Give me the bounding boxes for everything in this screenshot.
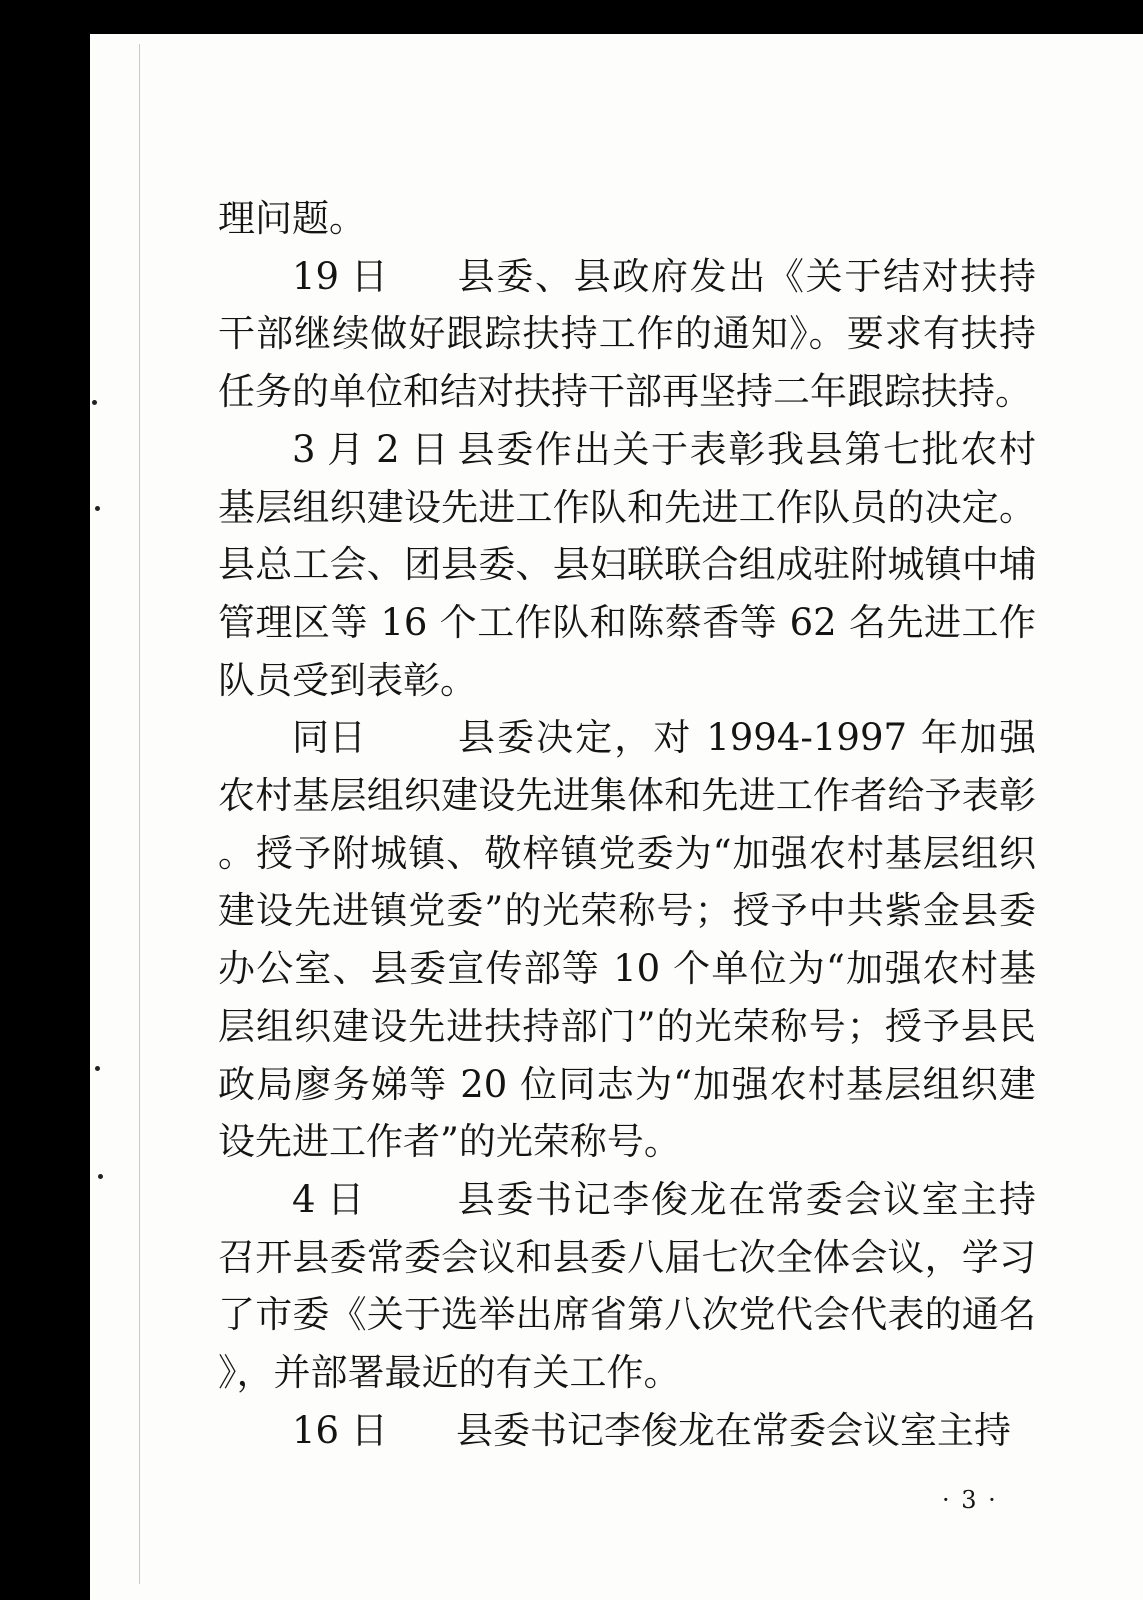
entry-text: 县委书记李俊龙在常委会议室主持 xyxy=(456,1408,1011,1452)
paragraph-text: 理问题。 xyxy=(218,197,366,240)
scan-speck xyxy=(95,506,100,511)
entry-paragraph xyxy=(218,1171,1036,1402)
entry-text: 县委、县政府发出《关于结对扶持干部继续做好跟踪扶持工作的通知》。要求有扶持任务的单位和结对扶持干部再坚持二年跟踪扶持。 xyxy=(218,254,1036,414)
entry-text: 县委决定，对 1994-1997 年加强农村基层组织建设先进集体和先进工作者给予表彰。授予附城镇、敬梓镇党委为“加强农村基层组织建设先进镇党委”的光荣称号；授予中共紫金县委办公室、县委宣传部等 10 个单位为“加强农村基层组织建设先进扶持部门”的光荣称号；授予县民政局廖务娣等 20 位同志为“加强农村基层组织建设先进工作者”的光荣称号。 xyxy=(218,716,1036,1164)
entry-paragraph xyxy=(218,709,1036,1171)
scan-speck xyxy=(98,1174,103,1179)
entry-text: 县委作出关于表彰我县第七批农村基层组织建设先进工作队和先进工作队员的决定。县总工会、团县委、县妇联联合组成驻附城镇中埔管理区等 16 个工作队和陈蔡香等 62 名先进工作队员受到表彰。 xyxy=(218,427,1036,702)
entry-text: 县委书记李俊龙在常委会议室主持召开县委常委会议和县委八届七次全体会议，学习了市委《关于选举出席省第八次党代会代表的通名》，并部署最近的有关工作。 xyxy=(218,1177,1036,1395)
entry-date: 4 日 xyxy=(292,1177,365,1221)
entry-date: 19 日 xyxy=(292,254,388,298)
document-page xyxy=(90,34,1143,1600)
scan-speck xyxy=(92,400,97,405)
entry-date: 同日 xyxy=(292,716,366,760)
scan-fold-line xyxy=(139,44,140,1584)
entry-paragraph xyxy=(218,421,1036,710)
document-body xyxy=(218,190,1036,1459)
entry-date: 3 月 2 日 xyxy=(292,427,449,471)
entry-paragraph xyxy=(218,248,1036,421)
scan-speck xyxy=(95,1066,100,1071)
entry-paragraph xyxy=(218,1402,1036,1460)
entry-date: 16 日 xyxy=(292,1408,388,1452)
page-number: · 3 · xyxy=(942,1486,998,1514)
paragraph-continued xyxy=(218,190,1036,248)
